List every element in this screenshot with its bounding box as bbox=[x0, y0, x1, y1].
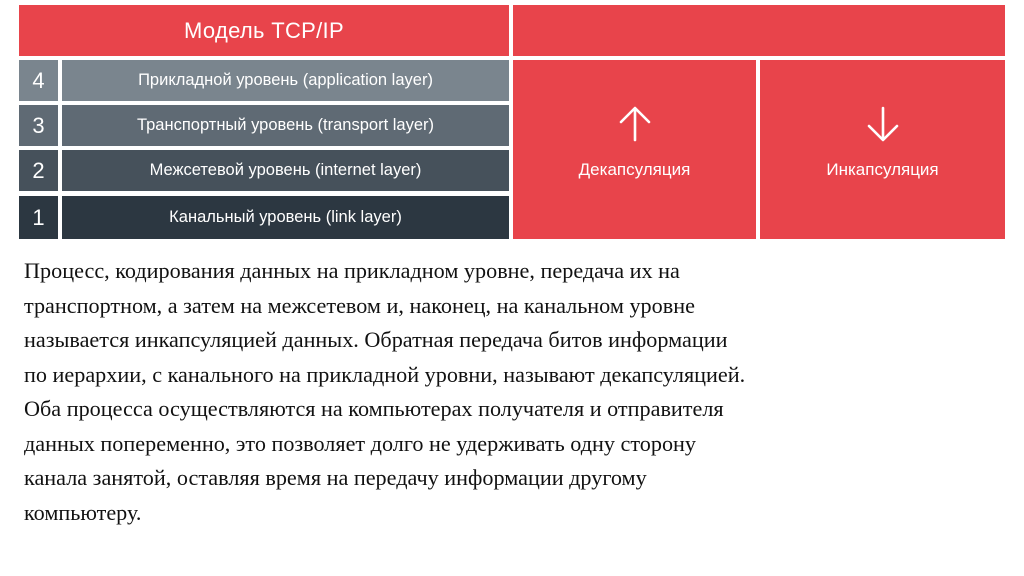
arrow-down-icon bbox=[863, 104, 903, 144]
paragraph-line: по иерархии, с канального на прикладной уровни, называют декапсуляцией. bbox=[24, 361, 746, 387]
layer-number-2: 2 bbox=[19, 150, 58, 191]
arrow-up-icon bbox=[615, 104, 655, 144]
layer-transport: Транспортный уровень (transport layer) bbox=[62, 105, 509, 146]
encapsulation-panel bbox=[760, 60, 1005, 239]
paragraph-line: данных попеременно, это позволяет долго не удерживать одну сторону bbox=[24, 430, 697, 456]
encapsulation-label: Инкапсуляция bbox=[826, 160, 939, 179]
paragraph-line: компьютеру. bbox=[24, 499, 142, 525]
paragraph-line: называется инкапсуляцией данных. Обратная передача битов информации bbox=[24, 327, 728, 352]
paragraph-line: Оба процесса осуществляются на компьютерах получателя и отправителя bbox=[24, 396, 724, 421]
title-bar-right bbox=[513, 5, 1005, 56]
paragraph-line: Процесс, кодирования данных на прикладном уровне, передача их на bbox=[24, 258, 680, 283]
layer-link: Канальный уровень (link layer) bbox=[62, 196, 509, 239]
layer-number-1: 1 bbox=[19, 196, 58, 239]
layer-number-4: 4 bbox=[19, 60, 58, 101]
decapsulation-panel bbox=[513, 60, 756, 239]
layer-application: Прикладной уровень (application layer) bbox=[62, 60, 509, 101]
paragraph-line: транспортном, а затем на межсетевом и, наконец, на канальном уровне bbox=[24, 292, 695, 318]
decapsulation-label: Декапсуляция bbox=[578, 160, 691, 179]
layer-number-3: 3 bbox=[19, 105, 58, 146]
description-paragraph bbox=[24, 254, 1014, 530]
paragraph-line: канала занятой, оставляя время на передачу информации другому bbox=[24, 465, 647, 490]
diagram-title: Модель TCP/IP bbox=[19, 5, 509, 56]
layer-internet: Межсетевой уровень (internet layer) bbox=[62, 150, 509, 191]
